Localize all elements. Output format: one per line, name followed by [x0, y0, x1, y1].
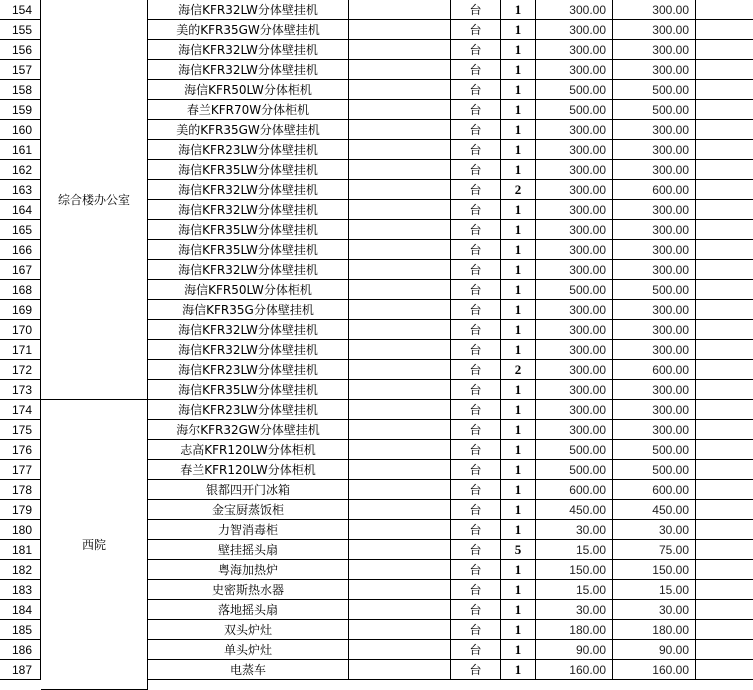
item-name-cell[interactable]: 志高KFR120LW分体柜机 — [148, 440, 349, 460]
quantity-cell[interactable]: 5 — [501, 540, 536, 560]
item-name-cell[interactable]: 美的KFR35GW分体壁挂机 — [148, 120, 349, 140]
row-number-cell[interactable]: 178 — [0, 480, 41, 500]
empty-cell[interactable] — [696, 500, 753, 520]
item-name-cell[interactable]: 史密斯热水器 — [148, 580, 349, 600]
row-number-cell[interactable]: 179 — [0, 500, 41, 520]
row-number-cell[interactable]: 177 — [0, 460, 41, 480]
quantity-cell[interactable]: 1 — [501, 660, 536, 680]
unit-cell[interactable]: 台 — [451, 580, 501, 600]
empty-cell[interactable] — [349, 540, 451, 560]
quantity-cell[interactable]: 1 — [501, 320, 536, 340]
unit-cell[interactable]: 台 — [451, 560, 501, 580]
empty-cell[interactable] — [696, 40, 753, 60]
empty-cell[interactable] — [696, 620, 753, 640]
unit-cell[interactable]: 台 — [451, 600, 501, 620]
empty-cell[interactable] — [696, 320, 753, 340]
item-name-cell[interactable]: 粤海加热炉 — [148, 560, 349, 580]
unit-cell[interactable]: 台 — [451, 40, 501, 60]
total-cell[interactable]: 300.00 — [613, 260, 696, 280]
total-cell[interactable]: 600.00 — [613, 360, 696, 380]
item-name-cell[interactable]: 海信KFR35LW分体壁挂机 — [148, 240, 349, 260]
total-cell[interactable]: 300.00 — [613, 240, 696, 260]
quantity-cell[interactable]: 1 — [501, 520, 536, 540]
quantity-cell[interactable]: 1 — [501, 620, 536, 640]
total-cell[interactable]: 500.00 — [613, 440, 696, 460]
row-number-cell[interactable]: 169 — [0, 300, 41, 320]
unit-cell[interactable]: 台 — [451, 0, 501, 20]
empty-cell[interactable] — [696, 300, 753, 320]
unit-cell[interactable]: 台 — [451, 520, 501, 540]
unit-price-cell[interactable]: 300.00 — [536, 120, 613, 140]
location-merged-cell[interactable] — [41, 400, 148, 690]
quantity-cell[interactable]: 1 — [501, 340, 536, 360]
row-number-cell[interactable]: 156 — [0, 40, 41, 60]
item-name-cell[interactable]: 力智消毒柜 — [148, 520, 349, 540]
item-name-cell[interactable]: 海信KFR32LW分体壁挂机 — [148, 200, 349, 220]
row-number-cell[interactable]: 162 — [0, 160, 41, 180]
total-cell[interactable]: 500.00 — [613, 100, 696, 120]
quantity-cell[interactable]: 1 — [501, 480, 536, 500]
quantity-cell[interactable]: 1 — [501, 600, 536, 620]
unit-price-cell[interactable]: 300.00 — [536, 340, 613, 360]
row-number-cell[interactable]: 181 — [0, 540, 41, 560]
unit-cell[interactable]: 台 — [451, 420, 501, 440]
unit-price-cell[interactable]: 300.00 — [536, 420, 613, 440]
unit-cell[interactable]: 台 — [451, 260, 501, 280]
empty-cell[interactable] — [349, 120, 451, 140]
quantity-cell[interactable]: 1 — [501, 160, 536, 180]
row-number-cell[interactable]: 167 — [0, 260, 41, 280]
empty-cell[interactable] — [696, 520, 753, 540]
location-label: 西院 — [81, 538, 106, 552]
item-name-cell[interactable]: 落地摇头扇 — [148, 600, 349, 620]
item-name-cell[interactable]: 海信KFR35G分体壁挂机 — [148, 300, 349, 320]
item-name-cell[interactable]: 春兰KFR120LW分体柜机 — [148, 460, 349, 480]
row-number-cell[interactable]: 166 — [0, 240, 41, 260]
unit-cell[interactable]: 台 — [451, 660, 501, 680]
row-number-cell[interactable]: 186 — [0, 640, 41, 660]
item-name-cell[interactable]: 海信KFR35LW分体壁挂机 — [148, 220, 349, 240]
unit-price-cell[interactable]: 300.00 — [536, 40, 613, 60]
total-cell[interactable]: 300.00 — [613, 20, 696, 40]
item-name-cell[interactable]: 海尔KFR32GW分体壁挂机 — [148, 420, 349, 440]
item-name-cell[interactable]: 海信KFR32LW分体壁挂机 — [148, 0, 349, 20]
total-cell[interactable]: 180.00 — [613, 620, 696, 640]
quantity-cell[interactable]: 1 — [501, 280, 536, 300]
total-cell[interactable]: 15.00 — [613, 580, 696, 600]
unit-price-cell[interactable]: 15.00 — [536, 540, 613, 560]
row-number-cell[interactable]: 163 — [0, 180, 41, 200]
quantity-cell[interactable]: 1 — [501, 100, 536, 120]
unit-cell[interactable]: 台 — [451, 360, 501, 380]
empty-cell[interactable] — [696, 340, 753, 360]
total-cell[interactable]: 500.00 — [613, 80, 696, 100]
unit-price-cell[interactable]: 180.00 — [536, 620, 613, 640]
empty-cell[interactable] — [696, 80, 753, 100]
empty-cell[interactable] — [696, 260, 753, 280]
unit-cell[interactable]: 台 — [451, 140, 501, 160]
row-number-cell[interactable]: 172 — [0, 360, 41, 380]
empty-cell[interactable] — [696, 460, 753, 480]
total-cell[interactable]: 300.00 — [613, 0, 696, 20]
empty-cell[interactable] — [696, 360, 753, 380]
quantity-cell[interactable]: 1 — [501, 140, 536, 160]
quantity-cell[interactable]: 1 — [501, 0, 536, 20]
row-number-cell[interactable]: 155 — [0, 20, 41, 40]
quantity-cell[interactable]: 1 — [501, 300, 536, 320]
item-name-cell[interactable]: 海信KFR32LW分体壁挂机 — [148, 180, 349, 200]
item-name-cell[interactable]: 银都四开门冰箱 — [148, 480, 349, 500]
total-cell[interactable]: 300.00 — [613, 340, 696, 360]
empty-cell[interactable] — [349, 580, 451, 600]
item-name-cell[interactable]: 海信KFR32LW分体壁挂机 — [148, 320, 349, 340]
empty-cell[interactable] — [349, 320, 451, 340]
row-number-cell[interactable]: 161 — [0, 140, 41, 160]
total-cell[interactable]: 300.00 — [613, 380, 696, 400]
item-name-cell[interactable]: 海信KFR50LW分体柜机 — [148, 80, 349, 100]
unit-price-cell[interactable]: 300.00 — [536, 60, 613, 80]
empty-cell[interactable] — [696, 400, 753, 420]
unit-price-cell[interactable]: 500.00 — [536, 280, 613, 300]
row-number-cell[interactable]: 154 — [0, 0, 41, 20]
quantity-cell[interactable]: 1 — [501, 440, 536, 460]
quantity-cell[interactable]: 1 — [501, 260, 536, 280]
unit-cell[interactable]: 台 — [451, 100, 501, 120]
empty-cell[interactable] — [696, 440, 753, 460]
item-name-cell[interactable]: 电蒸车 — [148, 660, 349, 680]
empty-cell[interactable] — [696, 280, 753, 300]
unit-cell[interactable]: 台 — [451, 220, 501, 240]
row-number-cell[interactable]: 159 — [0, 100, 41, 120]
empty-cell[interactable] — [349, 440, 451, 460]
quantity-cell[interactable]: 1 — [501, 200, 536, 220]
unit-price-cell[interactable]: 300.00 — [536, 0, 613, 20]
item-name-cell[interactable]: 海信KFR35LW分体壁挂机 — [148, 160, 349, 180]
unit-price-cell[interactable]: 300.00 — [536, 360, 613, 380]
unit-price-cell[interactable]: 500.00 — [536, 80, 613, 100]
row-number-cell[interactable]: 164 — [0, 200, 41, 220]
empty-cell[interactable] — [349, 80, 451, 100]
row-number-cell[interactable]: 157 — [0, 60, 41, 80]
empty-cell[interactable] — [349, 520, 451, 540]
unit-price-cell[interactable]: 300.00 — [536, 380, 613, 400]
unit-cell[interactable]: 台 — [451, 620, 501, 640]
unit-price-cell[interactable]: 300.00 — [536, 260, 613, 280]
empty-cell[interactable] — [696, 420, 753, 440]
unit-price-cell[interactable]: 30.00 — [536, 600, 613, 620]
row-number-cell[interactable]: 185 — [0, 620, 41, 640]
empty-cell[interactable] — [696, 600, 753, 620]
unit-price-cell[interactable]: 500.00 — [536, 460, 613, 480]
empty-cell[interactable] — [696, 540, 753, 560]
row-number-cell[interactable]: 174 — [0, 400, 41, 420]
unit-price-cell[interactable]: 300.00 — [536, 20, 613, 40]
row-number-cell[interactable]: 170 — [0, 320, 41, 340]
empty-cell[interactable] — [349, 260, 451, 280]
row-number-cell[interactable]: 160 — [0, 120, 41, 140]
unit-cell[interactable]: 台 — [451, 20, 501, 40]
unit-cell[interactable]: 台 — [451, 340, 501, 360]
row-number-cell[interactable]: 171 — [0, 340, 41, 360]
unit-cell[interactable]: 台 — [451, 400, 501, 420]
total-cell[interactable]: 300.00 — [613, 60, 696, 80]
empty-cell[interactable] — [696, 660, 753, 680]
quantity-cell[interactable]: 1 — [501, 380, 536, 400]
unit-price-cell[interactable]: 30.00 — [536, 520, 613, 540]
unit-price-cell[interactable]: 150.00 — [536, 560, 613, 580]
item-name-cell[interactable]: 海信KFR32LW分体壁挂机 — [148, 260, 349, 280]
empty-cell[interactable] — [349, 240, 451, 260]
empty-cell[interactable] — [349, 40, 451, 60]
unit-cell[interactable]: 台 — [451, 540, 501, 560]
unit-price-cell[interactable]: 300.00 — [536, 320, 613, 340]
total-cell[interactable]: 300.00 — [613, 160, 696, 180]
unit-price-cell[interactable]: 90.00 — [536, 640, 613, 660]
empty-cell[interactable] — [349, 500, 451, 520]
item-name-cell[interactable]: 海信KFR23LW分体壁挂机 — [148, 140, 349, 160]
empty-cell[interactable] — [349, 100, 451, 120]
empty-cell[interactable] — [349, 380, 451, 400]
quantity-cell[interactable]: 1 — [501, 500, 536, 520]
total-cell[interactable]: 500.00 — [613, 460, 696, 480]
quantity-cell[interactable]: 1 — [501, 80, 536, 100]
empty-cell[interactable] — [696, 220, 753, 240]
empty-cell[interactable] — [696, 160, 753, 180]
quantity-cell[interactable]: 1 — [501, 20, 536, 40]
total-cell[interactable]: 500.00 — [613, 280, 696, 300]
total-cell[interactable]: 600.00 — [613, 480, 696, 500]
unit-cell[interactable]: 台 — [451, 180, 501, 200]
empty-cell[interactable] — [696, 60, 753, 80]
quantity-cell[interactable]: 1 — [501, 60, 536, 80]
total-cell[interactable]: 150.00 — [613, 560, 696, 580]
empty-cell[interactable] — [349, 60, 451, 80]
row-number-cell[interactable]: 183 — [0, 580, 41, 600]
total-cell[interactable]: 75.00 — [613, 540, 696, 560]
item-name-cell[interactable]: 春兰KFR70W分体柜机 — [148, 100, 349, 120]
empty-cell[interactable] — [349, 660, 451, 680]
empty-cell[interactable] — [696, 140, 753, 160]
unit-cell[interactable]: 台 — [451, 120, 501, 140]
empty-cell[interactable] — [349, 560, 451, 580]
unit-price-cell[interactable]: 450.00 — [536, 500, 613, 520]
empty-cell[interactable] — [349, 480, 451, 500]
unit-cell[interactable]: 台 — [451, 300, 501, 320]
quantity-cell[interactable]: 2 — [501, 360, 536, 380]
unit-price-cell[interactable]: 300.00 — [536, 160, 613, 180]
location-label: 综合楼办公室 — [57, 193, 130, 207]
empty-cell[interactable] — [349, 300, 451, 320]
empty-cell[interactable] — [696, 20, 753, 40]
item-name-cell[interactable]: 海信KFR23LW分体壁挂机 — [148, 400, 349, 420]
unit-cell[interactable]: 台 — [451, 480, 501, 500]
unit-price-cell[interactable]: 160.00 — [536, 660, 613, 680]
unit-price-cell[interactable]: 300.00 — [536, 240, 613, 260]
unit-price-cell[interactable]: 300.00 — [536, 220, 613, 240]
item-name-cell[interactable]: 美的KFR35GW分体壁挂机 — [148, 20, 349, 40]
total-cell[interactable]: 300.00 — [613, 220, 696, 240]
empty-cell[interactable] — [349, 360, 451, 380]
unit-cell[interactable]: 台 — [451, 440, 501, 460]
unit-price-cell[interactable]: 300.00 — [536, 200, 613, 220]
total-cell[interactable]: 300.00 — [613, 300, 696, 320]
unit-cell[interactable]: 台 — [451, 240, 501, 260]
empty-cell[interactable] — [349, 160, 451, 180]
item-name-cell[interactable]: 海信KFR32LW分体壁挂机 — [148, 60, 349, 80]
total-cell[interactable]: 30.00 — [613, 520, 696, 540]
item-name-cell[interactable]: 金宝厨蒸饭柜 — [148, 500, 349, 520]
row-number-cell[interactable]: 180 — [0, 520, 41, 540]
empty-cell[interactable] — [696, 640, 753, 660]
row-number-cell[interactable]: 182 — [0, 560, 41, 580]
total-cell[interactable]: 450.00 — [613, 500, 696, 520]
empty-cell[interactable] — [696, 120, 753, 140]
total-cell[interactable]: 30.00 — [613, 600, 696, 620]
empty-cell[interactable] — [696, 0, 753, 20]
total-cell[interactable]: 300.00 — [613, 40, 696, 60]
total-cell[interactable]: 300.00 — [613, 140, 696, 160]
unit-cell[interactable]: 台 — [451, 460, 501, 480]
empty-cell[interactable] — [696, 580, 753, 600]
unit-price-cell[interactable]: 15.00 — [536, 580, 613, 600]
item-name-cell[interactable]: 壁挂摇头扇 — [148, 540, 349, 560]
empty-cell[interactable] — [696, 480, 753, 500]
unit-price-cell[interactable]: 300.00 — [536, 400, 613, 420]
empty-cell[interactable] — [349, 180, 451, 200]
total-cell[interactable]: 300.00 — [613, 200, 696, 220]
unit-cell[interactable]: 台 — [451, 80, 501, 100]
quantity-cell[interactable]: 2 — [501, 180, 536, 200]
unit-cell[interactable]: 台 — [451, 500, 501, 520]
empty-cell[interactable] — [349, 340, 451, 360]
empty-cell[interactable] — [696, 180, 753, 200]
quantity-cell[interactable]: 1 — [501, 560, 536, 580]
empty-cell[interactable] — [696, 200, 753, 220]
unit-cell[interactable]: 台 — [451, 280, 501, 300]
row-number-cell[interactable]: 176 — [0, 440, 41, 460]
total-cell[interactable]: 300.00 — [613, 120, 696, 140]
total-cell[interactable]: 300.00 — [613, 400, 696, 420]
quantity-cell[interactable]: 1 — [501, 400, 536, 420]
empty-cell[interactable] — [349, 220, 451, 240]
total-cell[interactable]: 90.00 — [613, 640, 696, 660]
empty-cell[interactable] — [349, 640, 451, 660]
row-number-cell[interactable]: 175 — [0, 420, 41, 440]
empty-cell[interactable] — [696, 560, 753, 580]
item-name-cell[interactable]: 双头炉灶 — [148, 620, 349, 640]
quantity-cell[interactable]: 1 — [501, 240, 536, 260]
row-number-cell[interactable]: 173 — [0, 380, 41, 400]
unit-cell[interactable]: 台 — [451, 60, 501, 80]
empty-cell[interactable] — [696, 100, 753, 120]
item-name-cell[interactable]: 海信KFR23LW分体壁挂机 — [148, 360, 349, 380]
quantity-cell[interactable]: 1 — [501, 40, 536, 60]
empty-cell[interactable] — [349, 460, 451, 480]
unit-price-cell[interactable]: 500.00 — [536, 100, 613, 120]
row-number-cell[interactable]: 184 — [0, 600, 41, 620]
unit-price-cell[interactable]: 300.00 — [536, 180, 613, 200]
unit-cell[interactable]: 台 — [451, 320, 501, 340]
item-name-cell[interactable]: 海信KFR35LW分体壁挂机 — [148, 380, 349, 400]
row-number-cell[interactable]: 158 — [0, 80, 41, 100]
total-cell[interactable]: 300.00 — [613, 320, 696, 340]
quantity-cell[interactable]: 1 — [501, 460, 536, 480]
unit-price-cell[interactable]: 500.00 — [536, 440, 613, 460]
quantity-cell[interactable]: 1 — [501, 120, 536, 140]
total-cell[interactable]: 600.00 — [613, 180, 696, 200]
unit-cell[interactable]: 台 — [451, 640, 501, 660]
item-name-cell[interactable]: 海信KFR50LW分体柜机 — [148, 280, 349, 300]
item-name-cell[interactable]: 海信KFR32LW分体壁挂机 — [148, 340, 349, 360]
empty-cell[interactable] — [349, 140, 451, 160]
empty-cell[interactable] — [349, 420, 451, 440]
item-name-cell[interactable]: 海信KFR32LW分体壁挂机 — [148, 40, 349, 60]
empty-cell[interactable] — [349, 200, 451, 220]
quantity-cell[interactable]: 1 — [501, 640, 536, 660]
empty-cell[interactable] — [696, 240, 753, 260]
empty-cell[interactable] — [349, 280, 451, 300]
unit-cell[interactable]: 台 — [451, 380, 501, 400]
unit-price-cell[interactable]: 600.00 — [536, 480, 613, 500]
empty-cell[interactable] — [349, 620, 451, 640]
total-cell[interactable]: 300.00 — [613, 420, 696, 440]
location-merged-cell[interactable] — [41, 0, 148, 400]
quantity-cell[interactable]: 1 — [501, 420, 536, 440]
quantity-cell[interactable]: 1 — [501, 220, 536, 240]
empty-cell[interactable] — [349, 600, 451, 620]
row-number-cell[interactable]: 165 — [0, 220, 41, 240]
unit-cell[interactable]: 台 — [451, 200, 501, 220]
empty-cell[interactable] — [349, 20, 451, 40]
quantity-cell[interactable]: 1 — [501, 580, 536, 600]
row-number-cell[interactable]: 187 — [0, 660, 41, 680]
empty-cell[interactable] — [696, 380, 753, 400]
empty-cell[interactable] — [349, 400, 451, 420]
empty-cell[interactable] — [349, 0, 451, 20]
row-number-cell[interactable]: 168 — [0, 280, 41, 300]
unit-price-cell[interactable]: 300.00 — [536, 140, 613, 160]
unit-price-cell[interactable]: 300.00 — [536, 300, 613, 320]
item-name-cell[interactable]: 单头炉灶 — [148, 640, 349, 660]
total-cell[interactable]: 160.00 — [613, 660, 696, 680]
unit-cell[interactable]: 台 — [451, 160, 501, 180]
